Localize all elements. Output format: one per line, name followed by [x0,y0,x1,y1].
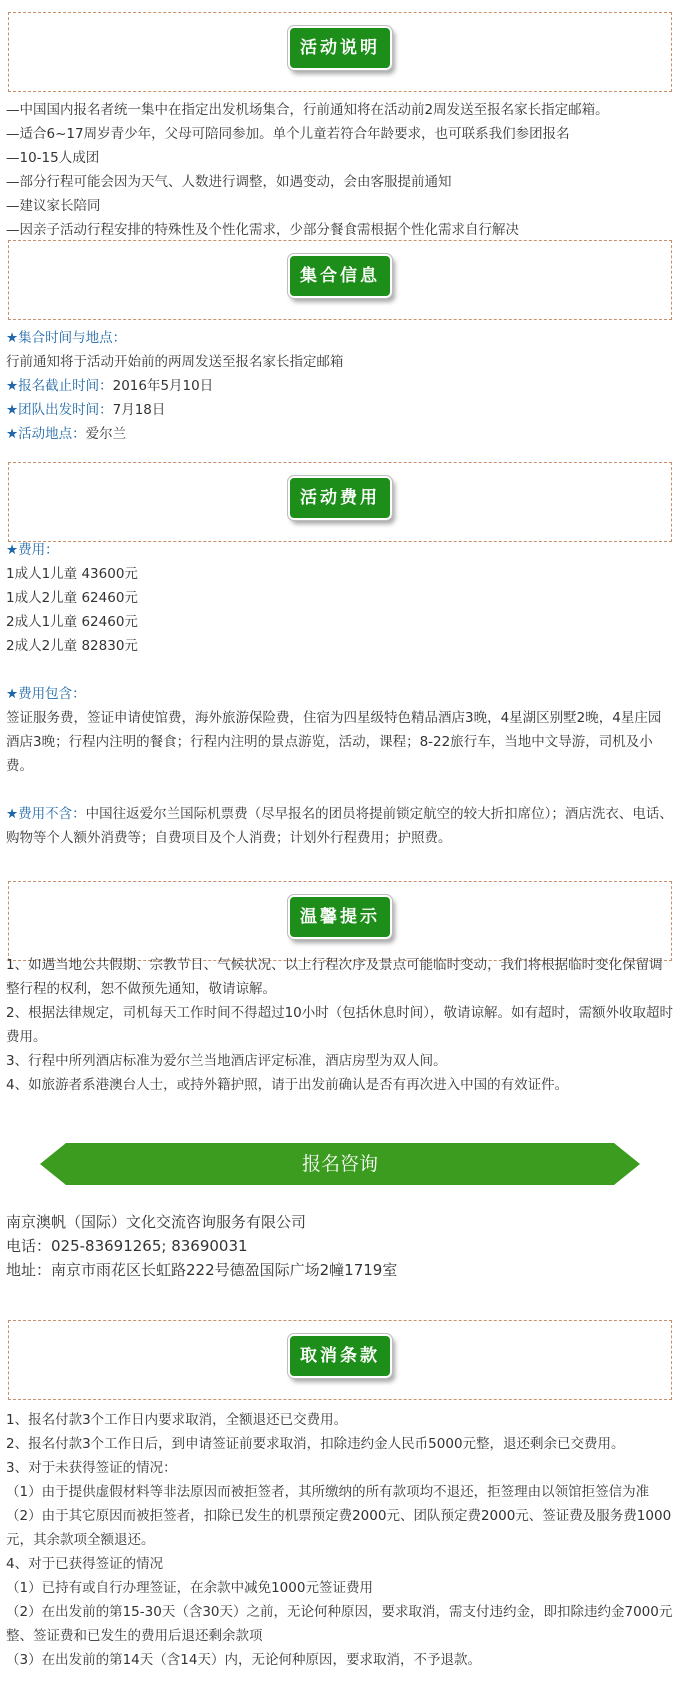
meeting-time-label: ★集合时间与地点： [6,330,127,346]
meeting-body [6,326,674,446]
consult-title: 报名咨询 [301,1153,378,1175]
price-line: 2成人1儿童 62460元 [6,614,138,630]
meeting-title-badge: 集合信息 [288,254,392,298]
tip-line: 4、如旅游者系港澳台人士，或持外籍护照，请于出发前确认是否有再次进入中国的有效证件。 [6,1077,569,1093]
fees-title-badge: 活动费用 [288,476,392,520]
activity-line: —建议家长陪同 [6,198,101,214]
activity-line: —10-15人成团 [6,150,100,166]
activity-header-box [8,12,672,92]
exclude-label: ★费用不含： [6,806,86,822]
depart-label: ★团队出发时间： [6,402,113,418]
meeting-header-box [8,240,672,320]
activity-line: —部分行程可能会因为天气、人数进行调整，如遇变动，会由客服提前通知 [6,174,452,190]
cancel-line: 3、对于未获得签证的情况： [6,1460,177,1476]
tip-line: 3、行程中所列酒店标准为爱尔兰当地酒店评定标准，酒店房型为双人间。 [6,1053,447,1069]
cancel-title-badge: 取消条款 [288,1334,392,1378]
company-name: 南京澳帆（国际）文化交流咨询服务有限公司 [6,1213,307,1231]
cancel-line: （3）在出发前的第14天（含14天）内，无论何种原因，要求取消，不予退款。 [6,1652,481,1668]
company-address: 地址：南京市雨花区长虹路222号德盈国际广场2幢1719室 [6,1261,398,1279]
deadline-value: 2016年5月10日 [112,378,214,394]
place-label: ★活动地点： [6,426,86,442]
activity-title-badge: 活动说明 [288,26,392,70]
company-phone: 电话：025-83691265; 83690031 [6,1237,248,1255]
tips-body [6,953,674,1097]
deadline-label: ★报名截止时间： [6,378,113,394]
cancel-line: （2）由于其它原因而被拒签者，扣除已发生的机票预定费2000元、团队预定费2000元、签证费及服务费1000元，其余款项全额退还。 [6,1508,672,1548]
activity-line: —中国国内报名者统一集中在指定出发机场集合，行前通知将在活动前2周发送至报名家长指定邮箱。 [6,102,609,118]
depart-value: 7月18日 [112,402,166,418]
cancel-line: 2、报名付款3个工作日后，到申请签证前要求取消，扣除违约金人民币5000元整，退还剩余已交费用。 [6,1436,625,1452]
cancel-line: 1、报名付款3个工作日内要求取消，全额退还已交费用。 [6,1412,348,1428]
tip-line: 1、如遇当地公共假期、宗教节日、气候状况、以上行程次序及景点可能临时变动，我们将根据临时变化保留调整行程的权利，恕不做预先通知，敬请谅解。 [6,957,663,997]
cancel-line: （1）已持有或自行办理签证，在余款中减免1000元签证费用 [6,1580,373,1596]
tip-line: 2、根据法律规定，司机每天工作时间不得超过10小时（包括休息时间），敬请谅解。如有超时，需额外收取超时费用。 [6,1005,674,1045]
cancel-line: （2）在出发前的第15-30天（含30天）之前，无论何种原因，要求取消，需支付违约金，即扣除违约金7000元整、签证费和已发生的费用后退还剩余款项 [6,1604,673,1644]
exclude-text: 中国往返爱尔兰国际机票费（尽早报名的团员将提前锁定航空的较大折扣席位）；酒店洗衣、电话、购物等个人额外消费等；自费项目及个人消费；计划外行程费用；护照费。 [6,806,673,846]
fees-body [6,538,674,850]
tips-header-box [8,881,672,961]
company-info [6,1210,674,1282]
fee-label: ★费用： [6,542,59,558]
include-text: 签证服务费，签证申请使馆费，海外旅游保险费，住宿为四星级特色精品酒店3晚，4星湖区别墅2晚，4星庄园酒店3晚；行程内注明的餐食；行程内注明的景点游览，活动，课程；8-22旅行车，当地中文导游，司机及小费。 [6,710,662,774]
cancel-line: （1）由于提供虚假材料等非法原因而被拒签者，其所缴纳的所有款项均不退还，拒签理由以领馆拒签信为准 [6,1484,650,1500]
meeting-time-value: 行前通知将于活动开始前的两周发送至报名家长指定邮箱 [6,354,344,370]
activity-line: —适合6~17周岁青少年，父母可陪同参加。单个儿童若符合年龄要求，也可联系我们参团报名 [6,126,570,142]
price-line: 2成人2儿童 82830元 [6,638,138,654]
cancel-line: 4、对于已获得签证的情况 [6,1556,164,1572]
tips-title-badge: 温馨提示 [288,895,392,939]
activity-line: —因亲子活动行程安排的特殊性及个性化需求，少部分餐食需根据个性化需求自行解决 [6,222,519,238]
price-line: 1成人1儿童 43600元 [6,566,138,582]
fees-header-box [8,462,672,542]
place-value: 爱尔兰 [85,426,127,442]
consult-ribbon [40,1143,640,1185]
include-label: ★费用包含： [6,686,86,702]
price-line: 1成人2儿童 62460元 [6,590,138,606]
activity-body [6,98,674,242]
cancel-header-box [8,1320,672,1400]
cancel-body [6,1408,674,1672]
